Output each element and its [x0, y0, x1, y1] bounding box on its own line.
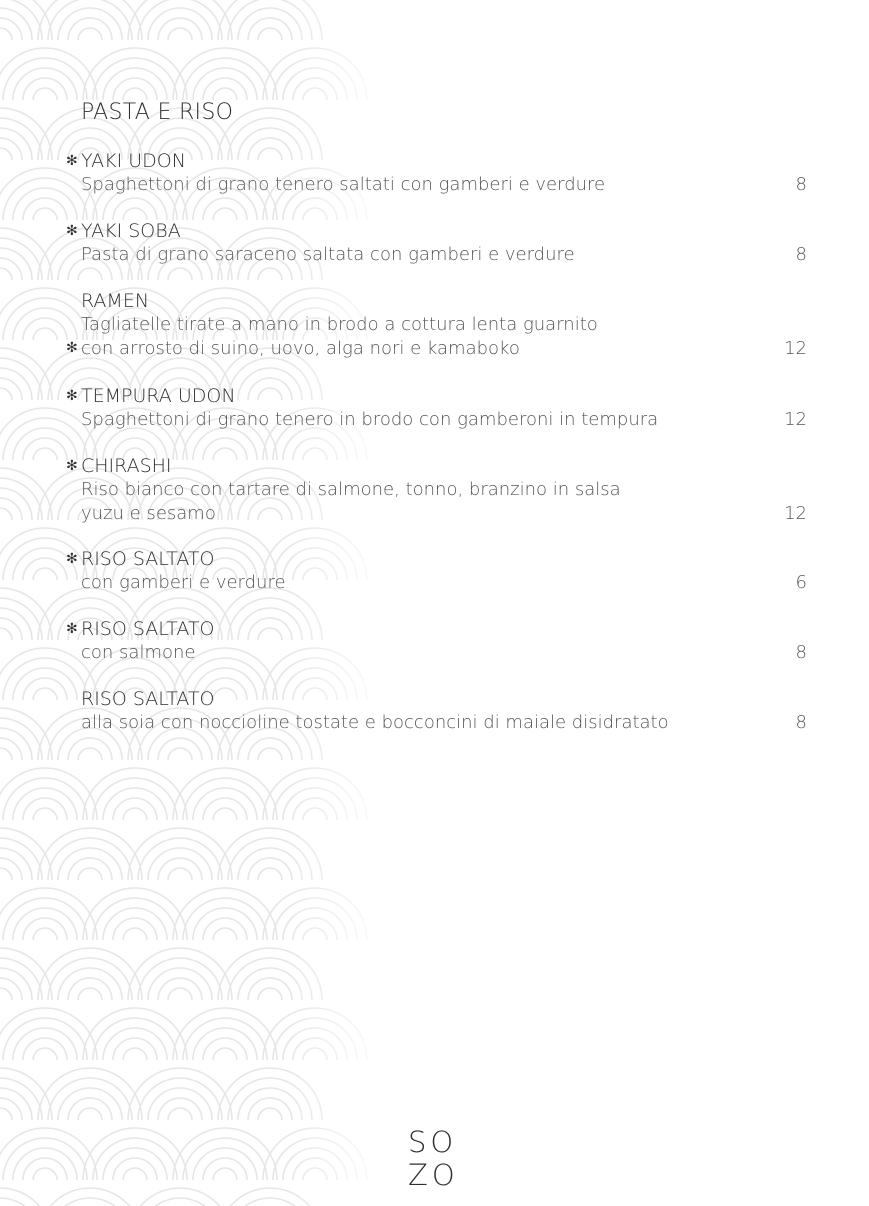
section-title: PASTA E RISO	[81, 100, 234, 125]
item-price: 12	[784, 409, 807, 430]
item-description: Tagliatelle tirate a mano in brodo a cottura lenta guarnito	[81, 314, 598, 335]
item-price: 8	[795, 174, 807, 195]
item-description: con gamberi e verdure	[81, 572, 286, 593]
sozo-logo	[408, 1126, 459, 1192]
logo-line-1: SO	[408, 1125, 458, 1159]
item-name: YAKI UDON	[81, 150, 186, 172]
item-name: TEMPURA UDON	[81, 385, 236, 407]
item-price: 8	[795, 642, 807, 663]
item-name: RISO SALTATO	[81, 548, 215, 570]
item-description: con arrosto di suino, uovo, alga nori e kamaboko	[81, 338, 520, 359]
asterisk-icon: ✻	[66, 388, 78, 404]
asterisk-icon: ✻	[66, 153, 78, 169]
item-name: RISO SALTATO	[81, 618, 215, 640]
item-price: 8	[795, 244, 807, 265]
item-price: 12	[784, 338, 807, 359]
item-description: yuzu e sesamo	[81, 503, 216, 524]
item-price: 12	[784, 503, 807, 524]
item-name: RISO SALTATO	[81, 688, 215, 710]
item-description: Spaghettoni di grano tenero saltati con gamberi e verdure	[81, 174, 606, 195]
asterisk-icon: ✻	[66, 223, 78, 239]
item-name: CHIRASHI	[81, 455, 172, 477]
asterisk-icon: ✻	[66, 621, 78, 637]
logo-line-2: ZO	[408, 1158, 459, 1192]
item-name: RAMEN	[81, 290, 150, 312]
item-description: con salmone	[81, 642, 196, 663]
asterisk-icon: ✻	[66, 458, 78, 474]
item-description: Spaghettoni di grano tenero in brodo con gamberoni in tempura	[81, 409, 659, 430]
asterisk-icon: ✻	[66, 551, 78, 567]
item-name: YAKI SOBA	[81, 220, 181, 242]
asterisk-icon: ✻	[66, 340, 78, 356]
item-description: Riso bianco con tartare di salmone, tonno, branzino in salsa	[81, 479, 621, 500]
item-description: alla soia con noccioline tostate e bocconcini di maiale disidratato	[81, 712, 669, 733]
item-description: Pasta di grano saraceno saltata con gamberi e verdure	[81, 244, 575, 265]
item-price: 8	[795, 712, 807, 733]
item-price: 6	[795, 572, 807, 593]
